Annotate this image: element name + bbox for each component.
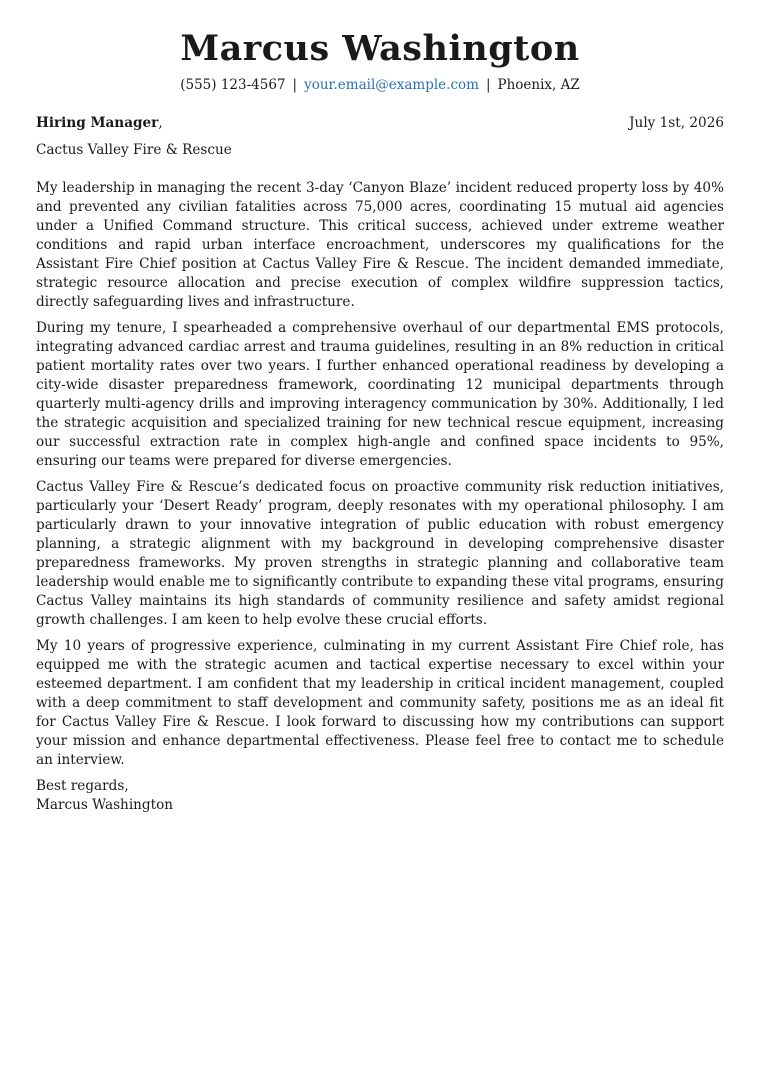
body-paragraph: My leadership in managing the recent 3-day ‘Canyon Blaze’ incident reduced property loss by 40% and prevented any civilian fatalities across 75,000 acres, coordinating 15 mutual aid agencies under a Unified Command structure. This critical success, achieved under extreme weather conditions and rapid urban interface encroachment, underscores my qualifications for the Assistant Fire Chief position at Cactus Valley Fire & Rescue. The incident demanded immediate, strategic resource allocation and precise execution of complex wildfire suppression tactics, directly safeguarding lives and infrastructure. xyxy=(36,180,724,310)
salutation xyxy=(36,114,163,133)
body-paragraph: Cactus Valley Fire & Rescue’s dedicated focus on proactive community risk reduction initiatives, particularly your ‘Desert Ready’ program, deeply resonates with my operational philosophy. I am particularly drawn to your innovative integration of public education with robust emergency planning, a strategic alignment with my background in developing comprehensive disaster preparedness frameworks. My proven strengths in strategic planning and collaborative team leadership would enable me to significantly contribute to expanding these vital programs, ensuring Cactus Valley maintains its high standards of community resilience and safety amidst regional growth challenges. I am keen to help evolve these crucial efforts. xyxy=(36,479,724,628)
contact-line xyxy=(0,76,760,94)
phone-number: (555) 123-4567 xyxy=(180,77,286,93)
letter-body xyxy=(36,114,724,815)
recipient-organization: Cactus Valley Fire & Rescue xyxy=(36,142,232,158)
body-paragraph: My 10 years of progressive experience, culminating in my current Assistant Fire Chief role, has equipped me with the strategic acumen and tactical expertise necessary to excel within your esteemed department. I am confident that my leadership in critical incident management, coupled with a deep commitment to staff development and community safety, positions me as an ideal fit for Cactus Valley Fire & Rescue. I look forward to discussing how my contributions can support your mission and enhance departmental effectiveness. Please feel free to contact me to schedule an interview. xyxy=(36,638,724,768)
contact-separator: | xyxy=(292,77,298,93)
salutation-row xyxy=(36,114,724,133)
location: Phoenix, AZ xyxy=(497,77,580,93)
body-paragraph: During my tenure, I spearheaded a comprehensive overhaul of our departmental EMS protocols, integrating advanced cardiac arrest and trauma guidelines, resulting in an 8% reduction in critical patient mortality rates over two years. I further enhanced operational readiness by developing a city-wide disaster preparedness framework, coordinating 12 municipal departments through quarterly multi-agency drills and improving interagency communication by 30%. Additionally, I led the strategic acquisition and specialized training for new technical rescue equipment, increasing our successful extraction rate in complex high-angle and confined space incidents to 95%, ensuring our teams were prepared for diverse emergencies. xyxy=(36,320,724,469)
letter-date: July 1st, 2026 xyxy=(629,115,724,131)
closing-block xyxy=(36,777,724,815)
signature-name: Marcus Washington xyxy=(36,797,174,813)
email-link[interactable]: your.email@example.com xyxy=(304,77,479,93)
salutation-suffix: , xyxy=(158,115,163,131)
recipient-name: Hiring Manager xyxy=(36,115,159,131)
letter-header xyxy=(0,28,760,94)
contact-separator: | xyxy=(485,77,491,93)
sign-off: Best regards, xyxy=(36,778,129,794)
sender-name: Marcus Washington xyxy=(180,28,580,69)
